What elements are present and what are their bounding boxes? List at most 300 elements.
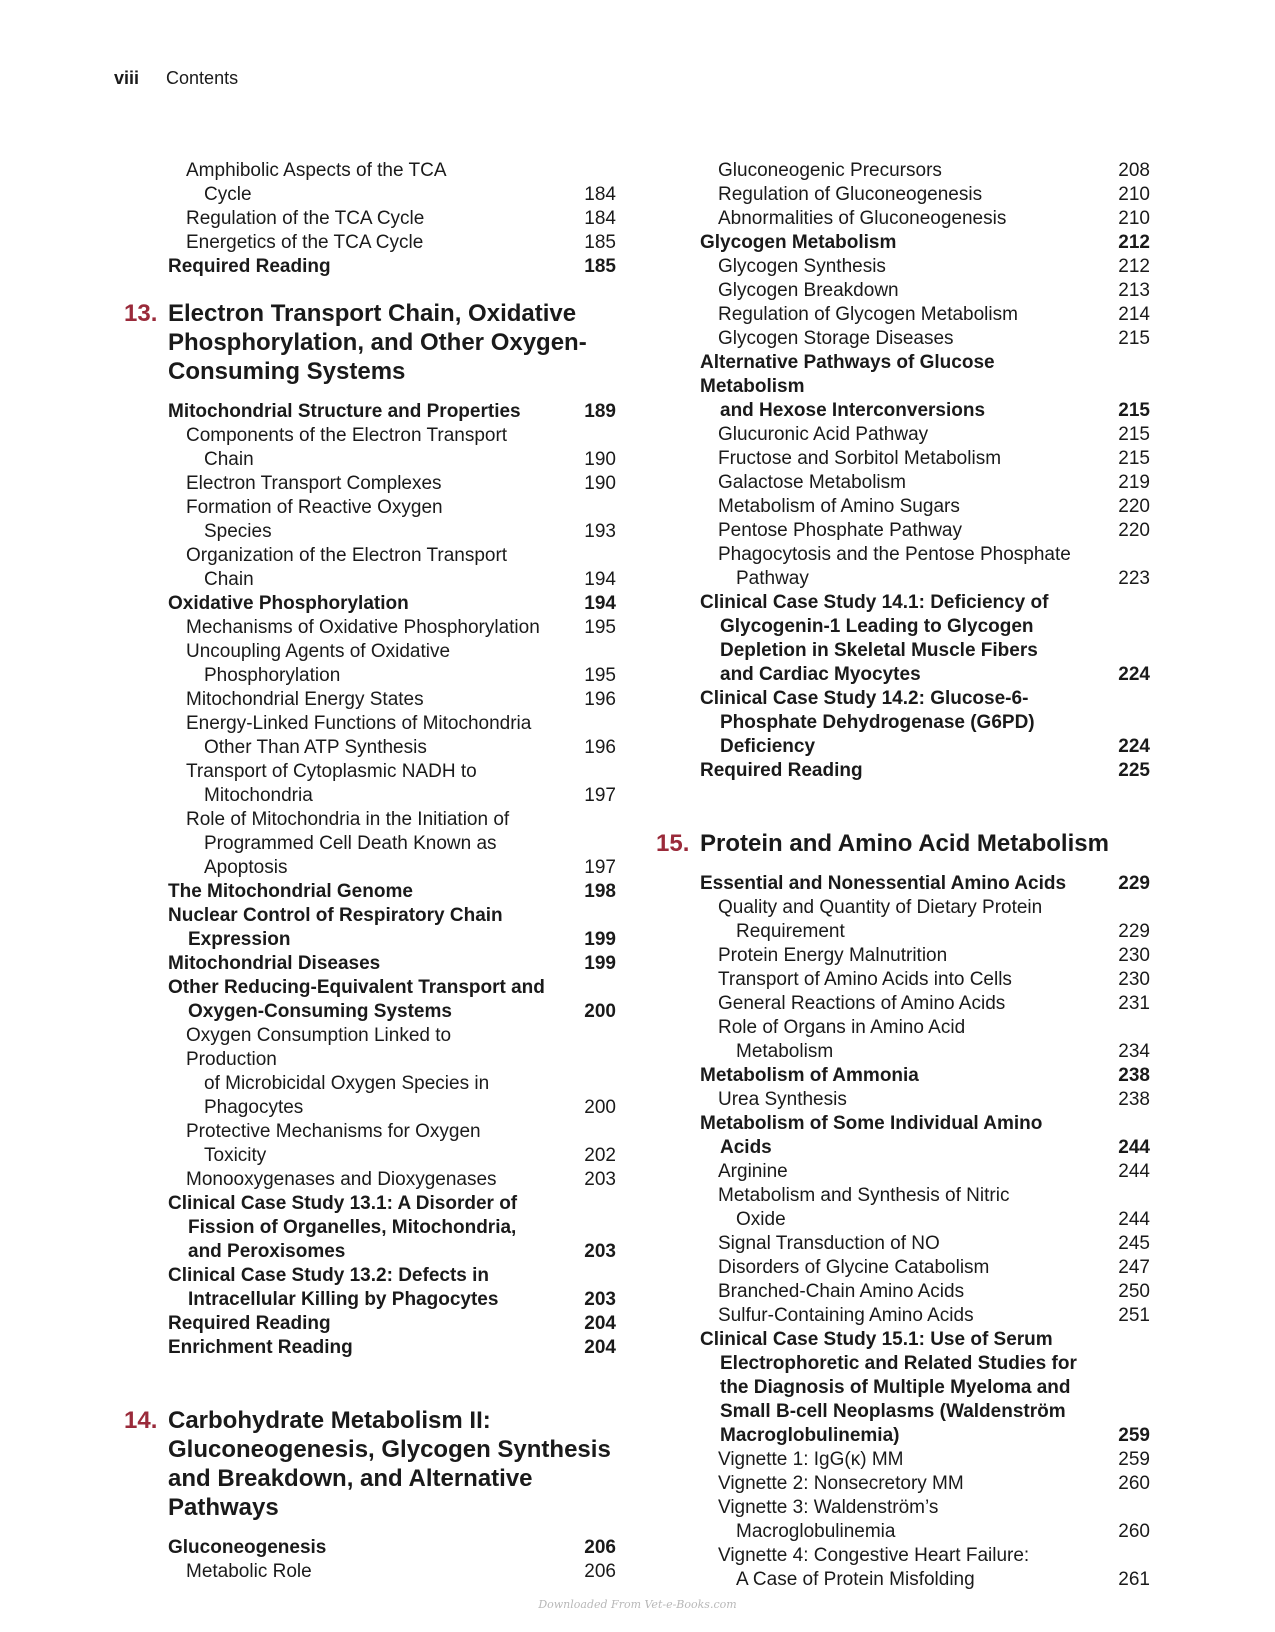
toc-subsection-entry[interactable] xyxy=(700,423,1150,447)
toc-page-number: 224 xyxy=(1118,736,1150,757)
toc-section-entry[interactable] xyxy=(168,592,616,616)
toc-page-number: 193 xyxy=(584,521,616,542)
toc-page-number: 184 xyxy=(584,208,616,229)
toc-page-number: 250 xyxy=(1118,1281,1150,1302)
toc-section-entry[interactable] xyxy=(700,687,1150,759)
toc-entry-title-line: Alternative Pathways of Glucose Metabolism xyxy=(700,352,995,397)
toc-entry-title-line: Macroglobulinemia) xyxy=(720,1425,900,1446)
toc-subsection-entry[interactable] xyxy=(700,471,1150,495)
toc-entry-title-line: Gluconeogenic Precursors xyxy=(718,160,942,181)
toc-entry-title-line: Pentose Phosphate Pathway xyxy=(718,520,963,541)
toc-page-number: 212 xyxy=(1118,232,1150,253)
toc-entry-title xyxy=(168,544,616,592)
toc-subsection-entry[interactable] xyxy=(700,1160,1150,1184)
toc-entry-title xyxy=(168,616,616,640)
toc-page-number: 210 xyxy=(1118,208,1150,229)
toc-entry-title xyxy=(700,944,1150,968)
toc-entry-title xyxy=(168,640,616,688)
toc-page-number: 208 xyxy=(1118,160,1150,181)
chapter-title-line: Gluconeogenesis, Glycogen Synthesis xyxy=(168,1436,611,1463)
toc-entry-title-line: Disorders of Glycine Catabolism xyxy=(718,1257,990,1278)
toc-page-number: 245 xyxy=(1118,1233,1150,1254)
toc-entry-title-line: Species xyxy=(204,521,272,542)
toc-entry-title xyxy=(168,808,616,880)
toc-entry-title xyxy=(700,279,1150,303)
toc-subsection-entry[interactable] xyxy=(700,327,1150,351)
toc-entry-title xyxy=(700,1280,1150,1304)
toc-subsection-entry[interactable] xyxy=(168,544,616,592)
toc-section-entry[interactable] xyxy=(700,872,1150,896)
toc-page-number: 197 xyxy=(584,785,616,806)
toc-subsection-entry[interactable] xyxy=(168,712,616,760)
toc-page-number: 184 xyxy=(584,184,616,205)
toc-entry-title xyxy=(168,1192,616,1264)
toc-subsection-entry[interactable] xyxy=(168,616,616,640)
download-watermark: Downloaded From Vet-e-Books.com xyxy=(538,1598,737,1611)
toc-entry-title-line: of Microbicidal Oxygen Species in xyxy=(204,1073,490,1094)
toc-page-number: 185 xyxy=(584,232,616,253)
chapter-title-line: Phosphorylation, and Other Oxygen- xyxy=(168,329,587,356)
toc-entry-title-line: Clinical Case Study 13.2: Defects in xyxy=(168,1265,490,1286)
toc-entry-title xyxy=(168,760,616,808)
toc-entry-title-line: Expression xyxy=(188,929,291,950)
toc-entry-title xyxy=(168,472,616,496)
toc-entry-title-line: Urea Synthesis xyxy=(718,1089,847,1110)
toc-subsection-entry[interactable] xyxy=(700,1496,1150,1544)
toc-subsection-entry[interactable] xyxy=(700,207,1150,231)
toc-entry-title-line: Apoptosis xyxy=(204,857,288,878)
toc-entry-title-line: Phagocytes xyxy=(204,1097,304,1118)
toc-entry-title xyxy=(700,207,1150,231)
toc-page-number: 238 xyxy=(1118,1089,1150,1110)
toc-entry-title-line: Role of Organs in Amino Acid xyxy=(718,1017,966,1038)
toc-entry-title-line: Metabolic Role xyxy=(186,1561,312,1582)
toc-section-entry[interactable] xyxy=(700,1064,1150,1088)
toc-entry-title-line: Mechanisms of Oxidative Phosphorylation xyxy=(186,617,540,638)
toc-entry-title-line: Regulation of Glycogen Metabolism xyxy=(718,304,1018,325)
toc-page-number: 196 xyxy=(584,737,616,758)
toc-entry-title-line: Mitochondrial Structure and Properties xyxy=(168,401,521,422)
toc-page-number: 213 xyxy=(1118,280,1150,301)
toc-entry-title xyxy=(700,759,1150,783)
toc-subsection-entry[interactable] xyxy=(168,496,616,544)
toc-entry-title-line: Requirement xyxy=(736,921,845,942)
toc-page-number: 199 xyxy=(584,953,616,974)
toc-entry-title xyxy=(700,992,1150,1016)
toc-entry-title-line: Required Reading xyxy=(168,1313,331,1334)
toc-entry-title xyxy=(168,904,616,952)
toc-entry-title xyxy=(700,1064,1150,1088)
toc-section-entry[interactable] xyxy=(168,952,616,976)
toc-page-number: 229 xyxy=(1118,921,1150,942)
toc-subsection-entry[interactable] xyxy=(168,231,616,255)
toc-entry-title xyxy=(700,687,1150,759)
toc-entry-title xyxy=(168,255,616,279)
toc-entry-title-line: Oxygen Consumption Linked to Production xyxy=(186,1025,452,1070)
toc-entry-title xyxy=(700,1496,1150,1544)
toc-entry-title-line: Phosphate Dehydrogenase (G6PD) xyxy=(720,712,1035,733)
toc-entry-title xyxy=(700,183,1150,207)
toc-entry-title-line: Vignette 2: Nonsecretory MM xyxy=(718,1473,964,1494)
toc-entry-title-line: Other Than ATP Synthesis xyxy=(204,737,427,758)
toc-entry-title-line: Glucuronic Acid Pathway xyxy=(718,424,929,445)
toc-entry-title xyxy=(168,880,616,904)
toc-page-number: 195 xyxy=(584,665,616,686)
toc-entry-title-line: Phagocytosis and the Pentose Phosphate xyxy=(718,544,1071,565)
chapter-heading xyxy=(656,829,1150,858)
toc-page-number: 195 xyxy=(584,617,616,638)
toc-entry-title xyxy=(700,255,1150,279)
toc-section-entry[interactable] xyxy=(168,1264,616,1312)
toc-page-number: 203 xyxy=(584,1169,616,1190)
toc-subsection-entry[interactable] xyxy=(700,543,1150,591)
toc-page-number: 244 xyxy=(1118,1137,1150,1158)
toc-entry-title-line: Formation of Reactive Oxygen xyxy=(186,497,443,518)
toc-subsection-entry[interactable] xyxy=(700,896,1150,944)
toc-subsection-entry[interactable] xyxy=(700,1304,1150,1328)
toc-entry-title xyxy=(700,471,1150,495)
toc-entry-title xyxy=(700,1184,1150,1232)
toc-entry-title xyxy=(168,1120,616,1168)
toc-page-number: 190 xyxy=(584,473,616,494)
toc-page-number: 229 xyxy=(1118,873,1150,894)
toc-entry-title xyxy=(168,952,616,976)
toc-page-number: 200 xyxy=(584,1001,616,1022)
toc-entry-title-line: Mitochondria xyxy=(204,785,313,806)
toc-subsection-entry[interactable] xyxy=(700,519,1150,543)
toc-section-entry[interactable] xyxy=(700,351,1150,423)
toc-entry-title xyxy=(700,1088,1150,1112)
toc-entry-title-line: Regulation of the TCA Cycle xyxy=(186,208,425,229)
toc-entry-title-line: Required Reading xyxy=(700,760,863,781)
toc-entry-title xyxy=(700,1112,1150,1160)
toc-subsection-entry[interactable] xyxy=(168,1168,616,1192)
toc-subsection-entry[interactable] xyxy=(700,1472,1150,1496)
toc-entry-title xyxy=(168,592,616,616)
toc-entry-title-line: Deficiency xyxy=(720,736,816,757)
toc-entry-title-line: Enrichment Reading xyxy=(168,1337,353,1358)
toc-entry-title xyxy=(168,1264,616,1312)
toc-entry-title-line: Cycle xyxy=(204,184,252,205)
toc-entry-title-line: Regulation of Gluconeogenesis xyxy=(718,184,983,205)
toc-section-entry[interactable] xyxy=(168,255,616,279)
chapter-title-line: Carbohydrate Metabolism II: xyxy=(168,1407,491,1434)
chapter-title-line: Protein and Amino Acid Metabolism xyxy=(700,830,1109,857)
toc-entry-title xyxy=(700,1328,1150,1448)
toc-entry-title-line: Glycogen Synthesis xyxy=(718,256,886,277)
toc-page-number: 189 xyxy=(584,401,616,422)
toc-subsection-entry[interactable] xyxy=(168,424,616,472)
toc-entry-title-line: Metabolism of Some Individual Amino xyxy=(700,1113,1043,1134)
toc-page-number: 206 xyxy=(584,1561,616,1582)
toc-entry-title xyxy=(700,1160,1150,1184)
toc-section-entry[interactable] xyxy=(168,904,616,952)
toc-section-entry[interactable] xyxy=(700,759,1150,783)
page-folio: viii xyxy=(114,68,140,88)
toc-page-number: 231 xyxy=(1118,993,1150,1014)
toc-subsection-entry[interactable] xyxy=(700,992,1150,1016)
toc-page-number: 220 xyxy=(1118,520,1150,541)
toc-entry-title-line: Toxicity xyxy=(204,1145,267,1166)
toc-section-entry[interactable] xyxy=(168,1536,616,1560)
toc-entry-title xyxy=(168,424,616,472)
toc-subsection-entry[interactable] xyxy=(700,1448,1150,1472)
toc-left-column xyxy=(124,159,616,1584)
toc-entry-title xyxy=(700,1448,1150,1472)
toc-page-number: 215 xyxy=(1118,424,1150,445)
toc-page-number: 215 xyxy=(1118,400,1150,421)
toc-entry-title xyxy=(168,1312,616,1336)
toc-page-number: 220 xyxy=(1118,496,1150,517)
toc-entry-title-line: Pathway xyxy=(736,568,809,589)
toc-subsection-entry[interactable] xyxy=(700,1256,1150,1280)
toc-page-number: 224 xyxy=(1118,664,1150,685)
toc-entry-title-line: Protein Energy Malnutrition xyxy=(718,945,948,966)
toc-page-number: 190 xyxy=(584,449,616,470)
toc-entry-title xyxy=(700,1304,1150,1328)
toc-entry-title xyxy=(168,207,616,231)
chapter-title-line: Electron Transport Chain, Oxidative xyxy=(168,300,577,327)
toc-entry-title-line: Monooxygenases and Dioxygenases xyxy=(186,1169,497,1190)
toc-entry-title-line: Amphibolic Aspects of the TCA xyxy=(186,160,447,181)
toc-entry-title-line: Oxidative Phosphorylation xyxy=(168,593,409,614)
toc-page-number: 219 xyxy=(1118,472,1150,493)
toc-entry-title-line: Glycogen Storage Diseases xyxy=(718,328,954,349)
toc-section-entry[interactable] xyxy=(700,1112,1150,1160)
toc-page-number: 259 xyxy=(1118,1425,1150,1446)
toc-page-number: 185 xyxy=(584,256,616,277)
running-title: Contents xyxy=(166,68,239,88)
toc-entry-title-line: Quality and Quantity of Dietary Protein xyxy=(718,897,1043,918)
chapter-title-line: and Breakdown, and Alternative xyxy=(168,1465,533,1492)
toc-page-number: 223 xyxy=(1118,568,1150,589)
toc-page-number: 244 xyxy=(1118,1209,1150,1230)
toc-subsection-entry[interactable] xyxy=(700,303,1150,327)
toc-entry-title-line: Acids xyxy=(720,1137,772,1158)
toc-page-number: 251 xyxy=(1118,1305,1150,1326)
toc-page-number: 259 xyxy=(1118,1449,1150,1470)
toc-page-number: 261 xyxy=(1118,1569,1150,1590)
toc-section-entry[interactable] xyxy=(168,976,616,1024)
toc-section-entry[interactable] xyxy=(168,400,616,424)
toc-entry-title-line: Electron Transport Complexes xyxy=(186,473,442,494)
toc-subsection-entry[interactable] xyxy=(168,760,616,808)
toc-entry-title-line: Electrophoretic and Related Studies for xyxy=(720,1353,1077,1374)
toc-entry-title-line: Phosphorylation xyxy=(204,665,341,686)
running-header xyxy=(114,68,238,89)
toc-entry-title-line: Vignette 4: Congestive Heart Failure: xyxy=(718,1545,1030,1566)
toc-entry-title-line: Sulfur-Containing Amino Acids xyxy=(718,1305,974,1326)
toc-entry-title-line: Branched-Chain Amino Acids xyxy=(718,1281,965,1302)
toc-entry-title-line: Oxygen-Consuming Systems xyxy=(188,1001,452,1022)
toc-entry-title-line: Glycogen Metabolism xyxy=(700,232,897,253)
toc-entry-title xyxy=(168,1024,616,1120)
toc-entry-title xyxy=(700,591,1150,687)
toc-entry-title xyxy=(700,1016,1150,1064)
toc-entry-title xyxy=(700,543,1150,591)
toc-entry-title xyxy=(168,712,616,760)
toc-subsection-entry[interactable] xyxy=(700,1016,1150,1064)
toc-entry-title-line: Clinical Case Study 13.1: A Disorder of xyxy=(168,1193,518,1214)
toc-subsection-entry[interactable] xyxy=(700,944,1150,968)
toc-section-entry[interactable] xyxy=(700,231,1150,255)
toc-subsection-entry[interactable] xyxy=(168,640,616,688)
toc-section-entry[interactable] xyxy=(168,1312,616,1336)
toc-page-number: 196 xyxy=(584,689,616,710)
toc-entry-title xyxy=(700,968,1150,992)
toc-section-entry[interactable] xyxy=(168,1336,616,1360)
toc-entry-title-line: the Diagnosis of Multiple Myeloma and xyxy=(720,1377,1071,1398)
toc-entry-title-line: Clinical Case Study 15.1: Use of Serum xyxy=(700,1329,1053,1350)
toc-entry-title-line: and Hexose Interconversions xyxy=(720,400,986,421)
toc-entry-title xyxy=(168,400,616,424)
toc-entry-title-line: Gluconeogenesis xyxy=(168,1537,327,1558)
toc-page-number: 202 xyxy=(584,1145,616,1166)
toc-entry-title xyxy=(700,872,1150,896)
toc-entry-title-line: Metabolism of Amino Sugars xyxy=(718,496,960,517)
toc-entry-title xyxy=(700,351,1150,423)
toc-page-number: 199 xyxy=(584,929,616,950)
toc-entry-title-line: A Case of Protein Misfolding xyxy=(736,1569,975,1590)
toc-entry-title-line: Organization of the Electron Transport xyxy=(186,545,508,566)
toc-subsection-entry[interactable] xyxy=(700,1544,1150,1592)
toc-entry-title xyxy=(168,1168,616,1192)
toc-page-number: 215 xyxy=(1118,448,1150,469)
toc-page-number: 225 xyxy=(1118,760,1150,781)
toc-right-column xyxy=(656,159,1150,1592)
toc-entry-title-line: Galactose Metabolism xyxy=(718,472,906,493)
toc-entry-title-line: Clinical Case Study 14.1: Deficiency of xyxy=(700,592,1049,613)
toc-entry-title xyxy=(700,896,1150,944)
toc-section-entry[interactable] xyxy=(700,591,1150,687)
toc-page-number: 247 xyxy=(1118,1257,1150,1278)
toc-entry-title-line: Vignette 3: Waldenström’s xyxy=(718,1497,939,1518)
toc-subsection-entry[interactable] xyxy=(168,1560,616,1584)
toc-subsection-entry[interactable] xyxy=(700,968,1150,992)
toc-entry-title-line: Energetics of the TCA Cycle xyxy=(186,232,424,253)
toc-section-entry[interactable] xyxy=(168,880,616,904)
section-gap xyxy=(168,1360,616,1386)
toc-subsection-entry[interactable] xyxy=(700,1088,1150,1112)
toc-page-number: 238 xyxy=(1118,1065,1150,1086)
toc-entry-title xyxy=(700,327,1150,351)
chapter-title-line: Pathways xyxy=(168,1494,279,1521)
toc-entry-title xyxy=(168,1560,616,1584)
toc-entry-title-line: Required Reading xyxy=(168,256,331,277)
toc-entry-title xyxy=(168,496,616,544)
toc-page-number: 244 xyxy=(1118,1161,1150,1182)
toc-entry-title xyxy=(700,1544,1150,1592)
toc-entry-title xyxy=(700,423,1150,447)
toc-subsection-entry[interactable] xyxy=(700,495,1150,519)
toc-subsection-entry[interactable] xyxy=(700,1232,1150,1256)
toc-subsection-entry[interactable] xyxy=(700,183,1150,207)
toc-page-number: 204 xyxy=(584,1337,616,1358)
toc-page-number: 215 xyxy=(1118,328,1150,349)
toc-subsection-entry[interactable] xyxy=(700,1280,1150,1304)
toc-entry-title-line: and Peroxisomes xyxy=(188,1241,346,1262)
section-gap xyxy=(700,783,1150,809)
toc-entry-title-line: Intracellular Killing by Phagocytes xyxy=(188,1289,499,1310)
toc-entry-title-line: Nuclear Control of Respiratory Chain xyxy=(168,905,503,926)
toc-page-number: 214 xyxy=(1118,304,1150,325)
toc-entry-title-line: Clinical Case Study 14.2: Glucose-6- xyxy=(700,688,1029,709)
toc-entry-title-line: Arginine xyxy=(718,1161,788,1182)
toc-entry-title-line: Depletion in Skeletal Muscle Fibers xyxy=(720,640,1038,661)
toc-entry-title-line: Transport of Cytoplasmic NADH to xyxy=(186,761,477,782)
toc-page-number: 260 xyxy=(1118,1521,1150,1542)
toc-section-entry[interactable] xyxy=(700,1328,1150,1448)
toc-entry-title-line: Glycogenin-1 Leading to Glycogen xyxy=(720,616,1034,637)
toc-entry-title xyxy=(700,1472,1150,1496)
toc-entry-title-line: Abnormalities of Gluconeogenesis xyxy=(718,208,1007,229)
toc-subsection-entry[interactable] xyxy=(168,159,616,207)
toc-entry-title xyxy=(700,159,1150,183)
toc-entry-title xyxy=(700,1232,1150,1256)
toc-entry-title-line: Small B-cell Neoplasms (Waldenström xyxy=(720,1401,1066,1422)
toc-page-number: 230 xyxy=(1118,945,1150,966)
toc-page-number: 203 xyxy=(584,1241,616,1262)
toc-subsection-entry[interactable] xyxy=(700,279,1150,303)
toc-entry-title xyxy=(168,976,616,1024)
toc-entry-title xyxy=(168,1536,616,1560)
toc-entry-title-line: Other Reducing-Equivalent Transport and xyxy=(168,977,545,998)
toc-entry-title xyxy=(700,231,1150,255)
toc-entry-title xyxy=(700,1256,1150,1280)
toc-section-entry[interactable] xyxy=(168,1192,616,1264)
toc-entry-title xyxy=(168,159,616,207)
toc-subsection-entry[interactable] xyxy=(700,255,1150,279)
toc-entry-title xyxy=(700,447,1150,471)
toc-subsection-entry[interactable] xyxy=(168,688,616,712)
toc-subsection-entry[interactable] xyxy=(168,808,616,880)
toc-subsection-entry[interactable] xyxy=(700,1184,1150,1232)
toc-entry-title-line: Glycogen Breakdown xyxy=(718,280,899,301)
toc-entry-title-line: Metabolism and Synthesis of Nitric xyxy=(718,1185,1010,1206)
toc-subsection-entry[interactable] xyxy=(700,159,1150,183)
toc-entry-title-line: Chain xyxy=(204,449,254,470)
toc-entry-title-line: Signal Transduction of NO xyxy=(718,1233,940,1254)
toc-entry-title-line: Programmed Cell Death Known as xyxy=(204,833,497,854)
toc-entry-title-line: Transport of Amino Acids into Cells xyxy=(718,969,1012,990)
toc-subsection-entry[interactable] xyxy=(168,1120,616,1168)
toc-entry-title-line: Fission of Organelles, Mitochondria, xyxy=(188,1217,517,1238)
toc-page-number: 198 xyxy=(584,881,616,902)
toc-page-number: 206 xyxy=(584,1537,616,1558)
toc-entry-title xyxy=(168,231,616,255)
toc-entry-title xyxy=(700,303,1150,327)
toc-entry-title-line: Fructose and Sorbitol Metabolism xyxy=(718,448,1002,469)
toc-page-number: 204 xyxy=(584,1313,616,1334)
toc-entry-title-line: Mitochondrial Diseases xyxy=(168,953,381,974)
toc-subsection-entry[interactable] xyxy=(700,447,1150,471)
toc-entry-title-line: General Reactions of Amino Acids xyxy=(718,993,1006,1014)
toc-entry-title xyxy=(700,495,1150,519)
toc-page-number: 234 xyxy=(1118,1041,1150,1062)
toc-entry-title-line: Oxide xyxy=(736,1209,786,1230)
toc-page-number: 200 xyxy=(584,1097,616,1118)
chapter-number: 14. xyxy=(124,1407,158,1434)
toc-subsection-entry[interactable] xyxy=(168,207,616,231)
toc-page-number: 197 xyxy=(584,857,616,878)
toc-entry-title-line: The Mitochondrial Genome xyxy=(168,881,413,902)
chapter-heading xyxy=(124,299,616,386)
toc-entry-title-line: Components of the Electron Transport xyxy=(186,425,508,446)
toc-entry-title-line: Energy-Linked Functions of Mitochondria xyxy=(186,713,532,734)
toc-page-number: 203 xyxy=(584,1289,616,1310)
toc-subsection-entry[interactable] xyxy=(168,1024,616,1120)
toc-subsection-entry[interactable] xyxy=(168,472,616,496)
